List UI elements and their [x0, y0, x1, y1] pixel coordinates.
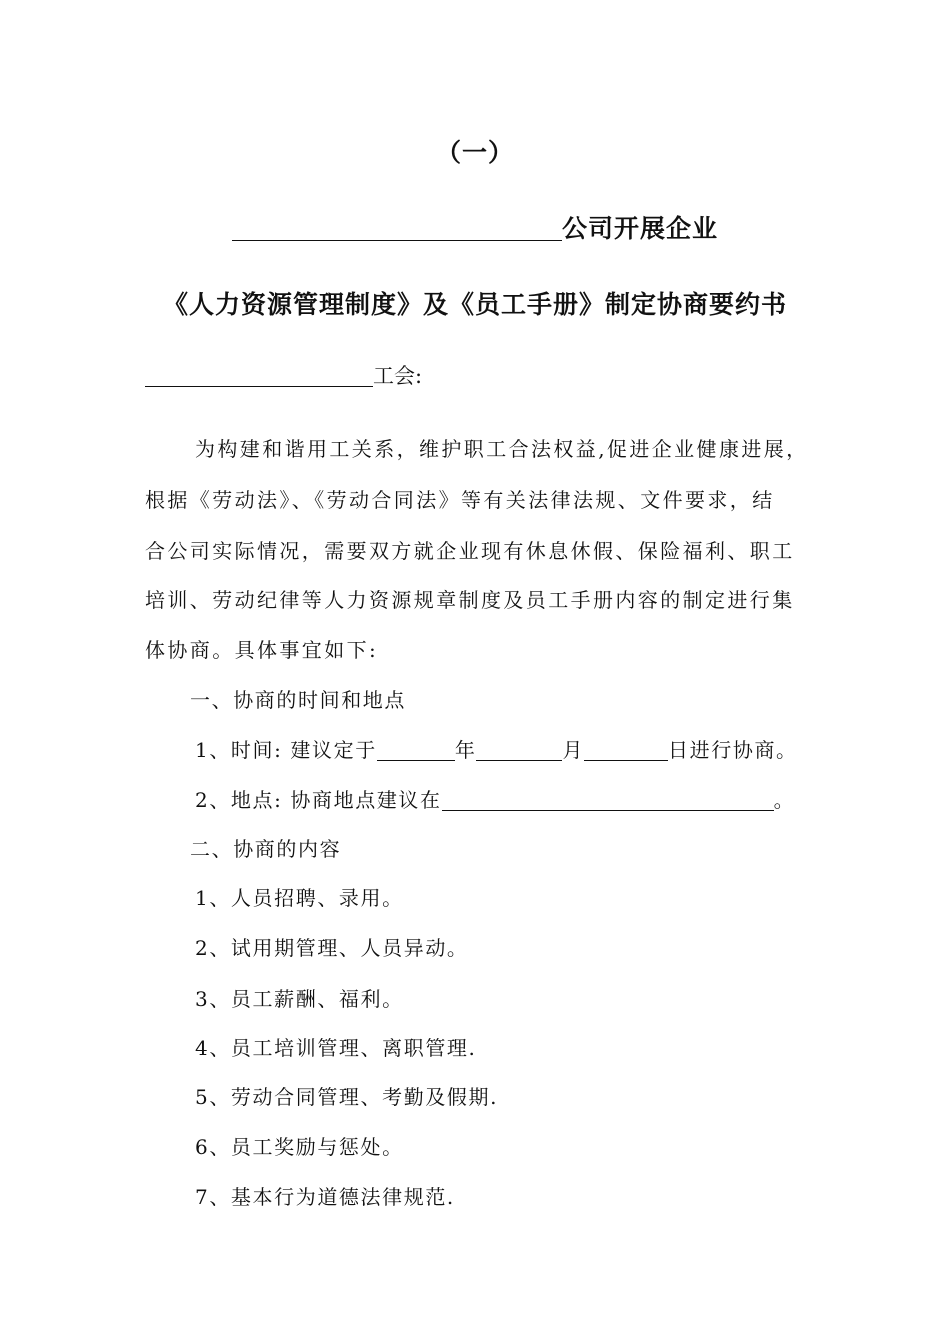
month-blank: [476, 738, 562, 761]
list-item: 3、员工薪酬、福利。: [195, 987, 404, 1011]
intro-line: 合公司实际情况，需要双方就企业现有休息休假、保险福利、职工: [145, 539, 795, 563]
title-number-text: （一）: [435, 138, 514, 167]
document-title: [0, 285, 950, 321]
intro-line: 培训、劳动纪律等人力资源规章制度及员工手册内容的制定进行集: [145, 588, 795, 612]
list-item: 4、员工培训管理、离职管理.: [195, 1036, 477, 1060]
union-name-blank: [145, 364, 373, 387]
place-blank: [442, 788, 774, 811]
list-item: 1、人员招聘、录用。: [195, 886, 404, 910]
place-prefix: 2、地点: 协商地点建议在: [195, 788, 442, 812]
list-item: 7、基本行为道德法律规范.: [195, 1185, 455, 1209]
section-heading-time-place: 一、协商的时间和地点: [190, 688, 406, 712]
time-line: [195, 734, 798, 763]
document-title-text: 《人力资源管理制度》及《员工手册》制定协商要约书: [162, 290, 787, 319]
time-suffix: 日进行协商。: [668, 738, 798, 762]
section-heading-content: 二、协商的内容: [190, 837, 342, 861]
title-number: [0, 133, 950, 169]
title-company-suffix: 公司开展企业: [561, 214, 718, 243]
list-item: 6、员工奖励与惩处。: [195, 1135, 404, 1159]
day-blank: [584, 738, 668, 761]
year-blank: [377, 738, 455, 761]
intro-line: 体协商。具体事宜如下:: [145, 638, 379, 662]
addressee-suffix: 工会:: [373, 364, 423, 388]
time-month-label: 月: [562, 738, 585, 762]
place-line: [195, 784, 795, 813]
intro-line: 根据《劳动法》、《劳动合同法》等有关法律法规、文件要求，结: [145, 488, 775, 512]
list-item: 2、试用期管理、人员异动。: [195, 936, 469, 960]
time-year-label: 年: [454, 738, 477, 762]
list-item: 5、劳动合同管理、考勤及假期.: [195, 1085, 499, 1109]
intro-line: 为构建和谐用工关系，维护职工合法权益,促进企业健康进展，: [195, 437, 809, 461]
place-suffix: 。: [773, 788, 796, 812]
title-company-line: [0, 209, 950, 245]
company-name-blank: [232, 214, 562, 241]
time-prefix: 1、时间: 建议定于: [195, 738, 377, 762]
addressee-line: [145, 360, 422, 390]
